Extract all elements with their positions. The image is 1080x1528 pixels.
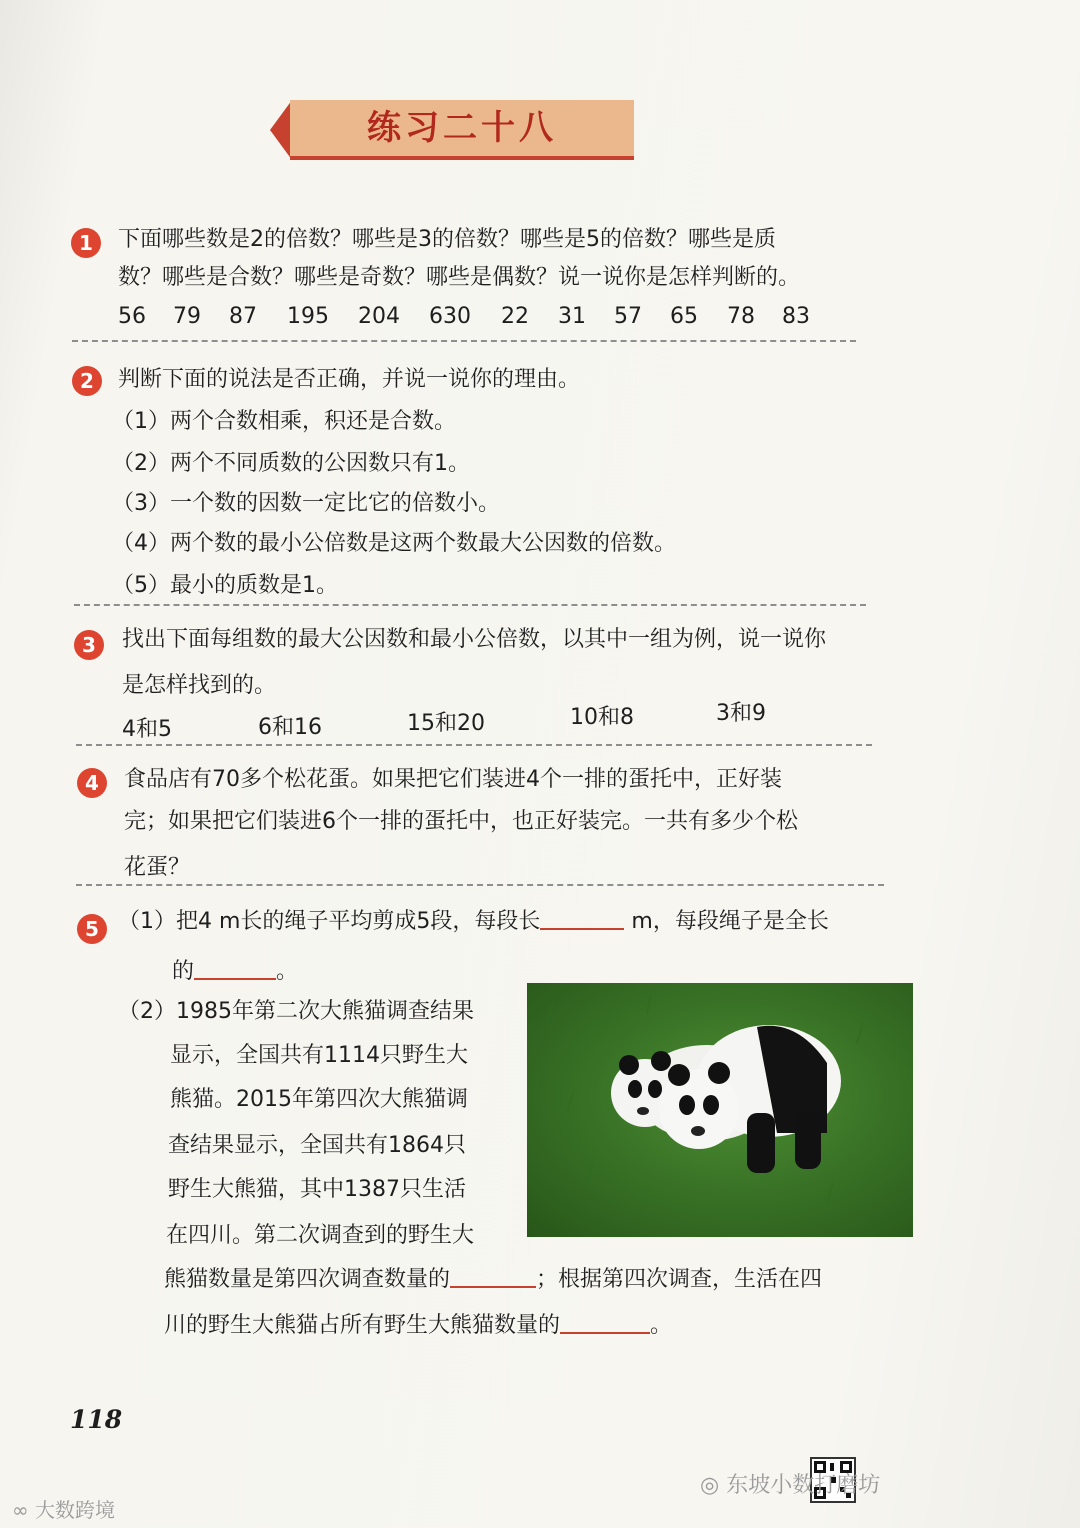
watermark-wechat — [700, 1468, 880, 1499]
section-divider — [76, 744, 872, 746]
section-divider — [72, 340, 856, 342]
q1-number: 56 — [118, 304, 146, 329]
q1-text-line2: 数？哪些是合数？哪些是奇数？哪些是偶数？说一说你是怎样判断的。 — [118, 265, 801, 290]
q5-part2-line8 — [164, 1308, 672, 1339]
q4-text-line3: 花蛋？ — [124, 855, 191, 880]
watermark-text-right: 东坡小数打磨坊 — [726, 1473, 881, 1498]
q2-statement-4: （4）两个数的最小公倍数是这两个数最大公因数的倍数。 — [112, 531, 676, 556]
q5-part2-line6: 在四川。第二次调查到的野生大 — [166, 1223, 475, 1248]
q5-part2-line3: 熊猫。2015年第四次大熊猫调 — [170, 1087, 468, 1112]
question-number-1: 1 — [71, 228, 101, 258]
panda-illustration — [527, 983, 913, 1237]
q3-text-line2: 是怎样找到的。 — [122, 673, 277, 698]
question-number-2: 2 — [72, 366, 102, 396]
q2-prompt: 判断下面的说法是否正确，并说一说你的理由。 — [118, 367, 581, 392]
q1-number: 630 — [429, 304, 471, 329]
q1-number: 83 — [782, 304, 810, 329]
answer-blank[interactable] — [450, 1286, 536, 1288]
q3-number-group: 6和16 — [258, 715, 322, 740]
exercise-title: 练习二十八 — [367, 108, 557, 148]
q5-part1-text-c: 的 — [172, 959, 195, 984]
q5-part2-line5: 野生大熊猫，其中1387只生活 — [168, 1177, 466, 1202]
q3-text-line1: 找出下面每组数的最大公因数和最小公倍数，以其中一组为例，说一说你 — [122, 627, 827, 652]
question-number-4: 4 — [77, 768, 107, 798]
q5-part2-line4: 查结果显示，全国共有1864只 — [168, 1133, 466, 1158]
answer-blank[interactable] — [540, 928, 624, 930]
q1-number: 204 — [358, 304, 400, 329]
question-number-3: 3 — [74, 630, 104, 660]
q1-number: 65 — [670, 304, 698, 329]
q1-number: 31 — [558, 304, 586, 329]
watermark-bottom-left — [12, 1494, 115, 1523]
q1-number-list — [118, 304, 838, 334]
q1-number: 57 — [614, 304, 642, 329]
question-number-5: 5 — [77, 914, 107, 944]
panda-photo — [527, 983, 913, 1237]
watermark-logo-icon: ∞ — [12, 1498, 29, 1522]
q3-number-group: 10和8 — [570, 705, 634, 730]
q5-part2-text-b: ；根据第四次调查，生活在四 — [536, 1267, 823, 1292]
q2-statement-1: （1）两个合数相乘，积还是合数。 — [112, 409, 456, 434]
q5-part1-line2 — [172, 954, 298, 985]
banner-arrow-tip — [270, 100, 292, 160]
q3-number-group: 4和5 — [122, 717, 172, 742]
q5-part2-text-a: 熊猫数量是第四次调查数量的 — [164, 1267, 451, 1292]
q4-text-line2: 完；如果把它们装进6个一排的蛋托中，也正好装完。一共有多少个松 — [124, 809, 798, 834]
q1-number: 78 — [727, 304, 755, 329]
wechat-icon: ◎ — [700, 1473, 720, 1498]
exercise-banner — [270, 100, 634, 160]
q5-part1-text-d: 。 — [276, 959, 299, 984]
q5-part2-line7 — [164, 1262, 822, 1293]
answer-blank[interactable] — [194, 978, 276, 980]
q2-statement-5: （5）最小的质数是1。 — [112, 573, 338, 598]
q5-part2-text-c: 川的野生大熊猫占所有野生大熊猫数量的 — [164, 1313, 561, 1338]
answer-blank[interactable] — [560, 1332, 650, 1334]
q5-part2-line1: （2）1985年第二次大熊猫调查结果 — [118, 999, 474, 1024]
q1-text-line1: 下面哪些数是2的倍数？哪些是3的倍数？哪些是5的倍数？哪些是质 — [118, 227, 776, 252]
q5-part1-text-b: m，每段绳子是全长 — [631, 909, 829, 934]
q2-statement-2: （2）两个不同质数的公因数只有1。 — [112, 451, 470, 476]
section-divider — [76, 884, 884, 886]
page-number: 118 — [70, 1405, 123, 1434]
section-divider — [74, 604, 866, 606]
q1-number: 87 — [229, 304, 257, 329]
q5-part2-text-d: 。 — [650, 1313, 673, 1338]
q1-number: 22 — [501, 304, 529, 329]
q5-part1-text-a: （1）把4 m长的绳子平均剪成5段，每段长 — [118, 909, 541, 934]
q5-part1-line1 — [118, 904, 829, 935]
q1-number: 195 — [287, 304, 329, 329]
watermark-text-left: 大数跨境 — [35, 1498, 116, 1522]
q4-text-line1: 食品店有70多个松花蛋。如果把它们装进4个一排的蛋托中，正好装 — [124, 767, 782, 792]
q2-statement-3: （3）一个数的因数一定比它的倍数小。 — [112, 491, 500, 516]
q3-number-group: 3和9 — [716, 701, 766, 726]
q5-part2-line2: 显示，全国共有1114只野生大 — [170, 1043, 468, 1068]
q3-number-group: 15和20 — [407, 711, 485, 736]
q1-number: 79 — [173, 304, 201, 329]
